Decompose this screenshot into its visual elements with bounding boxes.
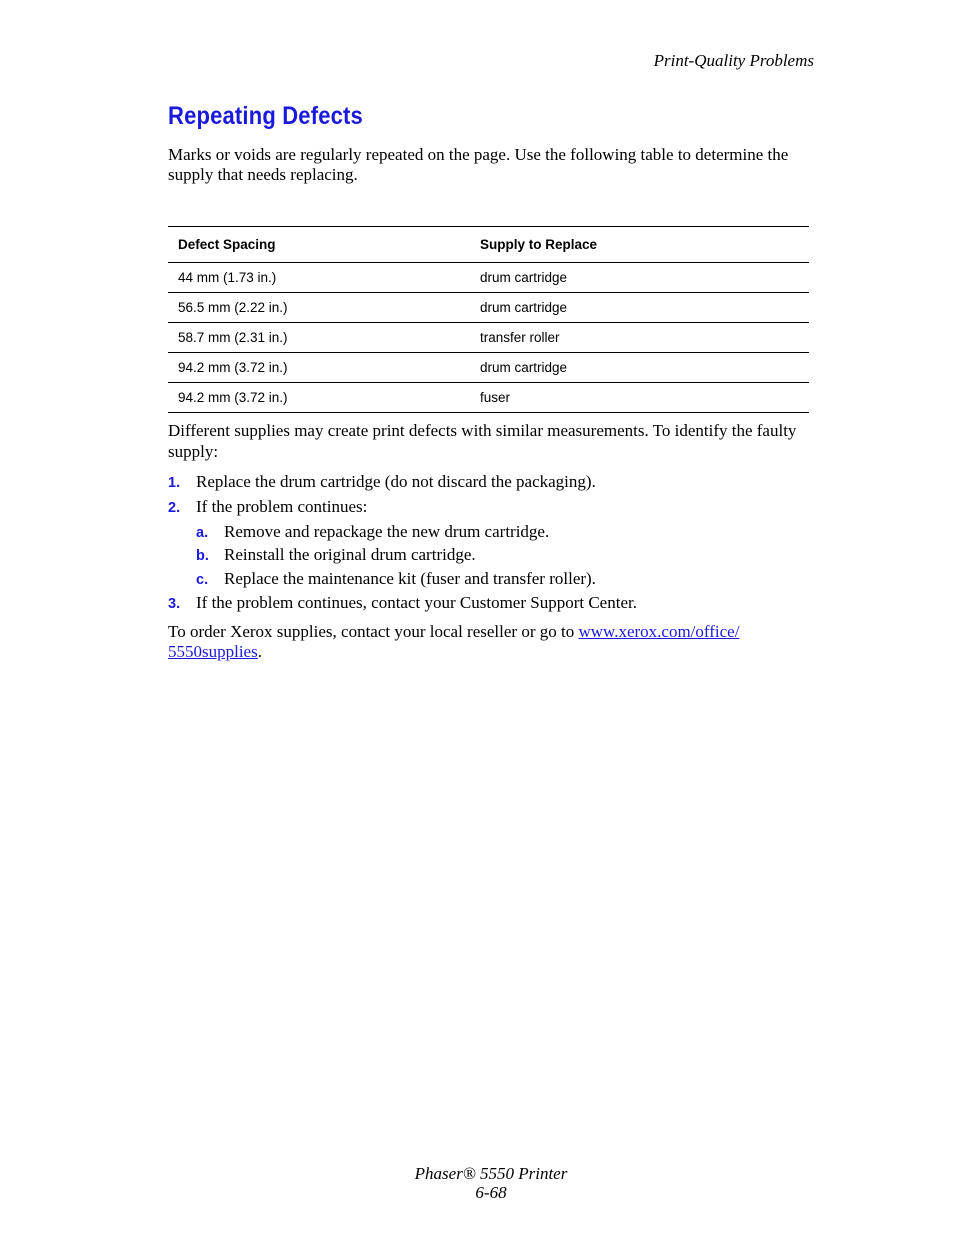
ordering-paragraph [168,622,788,662]
page-footer [0,1164,954,1202]
supplies-paragraph: Different supplies may create print defects with similar measurements. To identify the faulty supply: [168,421,797,461]
supplies-link-line2[interactable]: 5550supplies [168,642,258,661]
step-number: 1. [168,475,181,491]
defect-spacing-table [168,226,809,413]
footer-page-number: 6-68 [475,1183,507,1202]
step-text: If the problem continues: [196,497,368,516]
intro-paragraph: Marks or voids are regularly repeated on the page. Use the following table to determine the supply that needs replacing. [168,145,789,184]
defect-spacing-cell: 94.2 mm (3.72 in.) [168,353,470,383]
defect-spacing-cell: 94.2 mm (3.72 in.) [168,383,470,413]
table-row [168,353,809,383]
defect-spacing-cell: 56.5 mm (2.22 in.) [168,293,470,323]
step-letter: a. [196,525,209,541]
step-text: Reinstall the original drum cartridge. [224,545,476,564]
table-row [168,323,809,353]
defect-spacing-cell: 44 mm (1.73 in.) [168,263,470,293]
ordering-text: To order Xerox supplies, contact your local reseller or go to [168,622,579,641]
supply-cell: drum cartridge [470,293,809,323]
step-letter: c. [196,572,209,588]
step-text: Remove and repackage the new drum cartridge. [224,522,550,541]
step-text: Replace the drum cartridge (do not discard the packaging). [196,472,596,491]
step-number: 2. [168,500,181,516]
step-number: 3. [168,596,181,612]
column-header-supply-to-replace: Supply to Replace [470,227,809,263]
step-text: Replace the maintenance kit (fuser and transfer roller). [224,569,596,588]
supplies-link-line1[interactable]: www.xerox.com/office/ [578,622,740,641]
table-row [168,293,809,323]
ordering-period: . [257,642,262,661]
table-header-row [168,227,809,263]
step-text: If the problem continues, contact your Customer Support Center. [196,593,637,612]
table-row [168,263,809,293]
table-row [168,383,809,413]
supply-cell: drum cartridge [470,353,809,383]
footer-product-name: Phaser® 5550 Printer [414,1164,568,1183]
running-header: Print-Quality Problems [653,51,814,70]
page-title: Repeating Defects [168,102,363,130]
supply-cell: fuser [470,383,809,413]
supply-cell: transfer roller [470,323,809,353]
defect-spacing-cell: 58.7 mm (2.31 in.) [168,323,470,353]
column-header-defect-spacing: Defect Spacing [168,227,470,263]
step-letter: b. [196,548,209,564]
supply-cell: drum cartridge [470,263,809,293]
